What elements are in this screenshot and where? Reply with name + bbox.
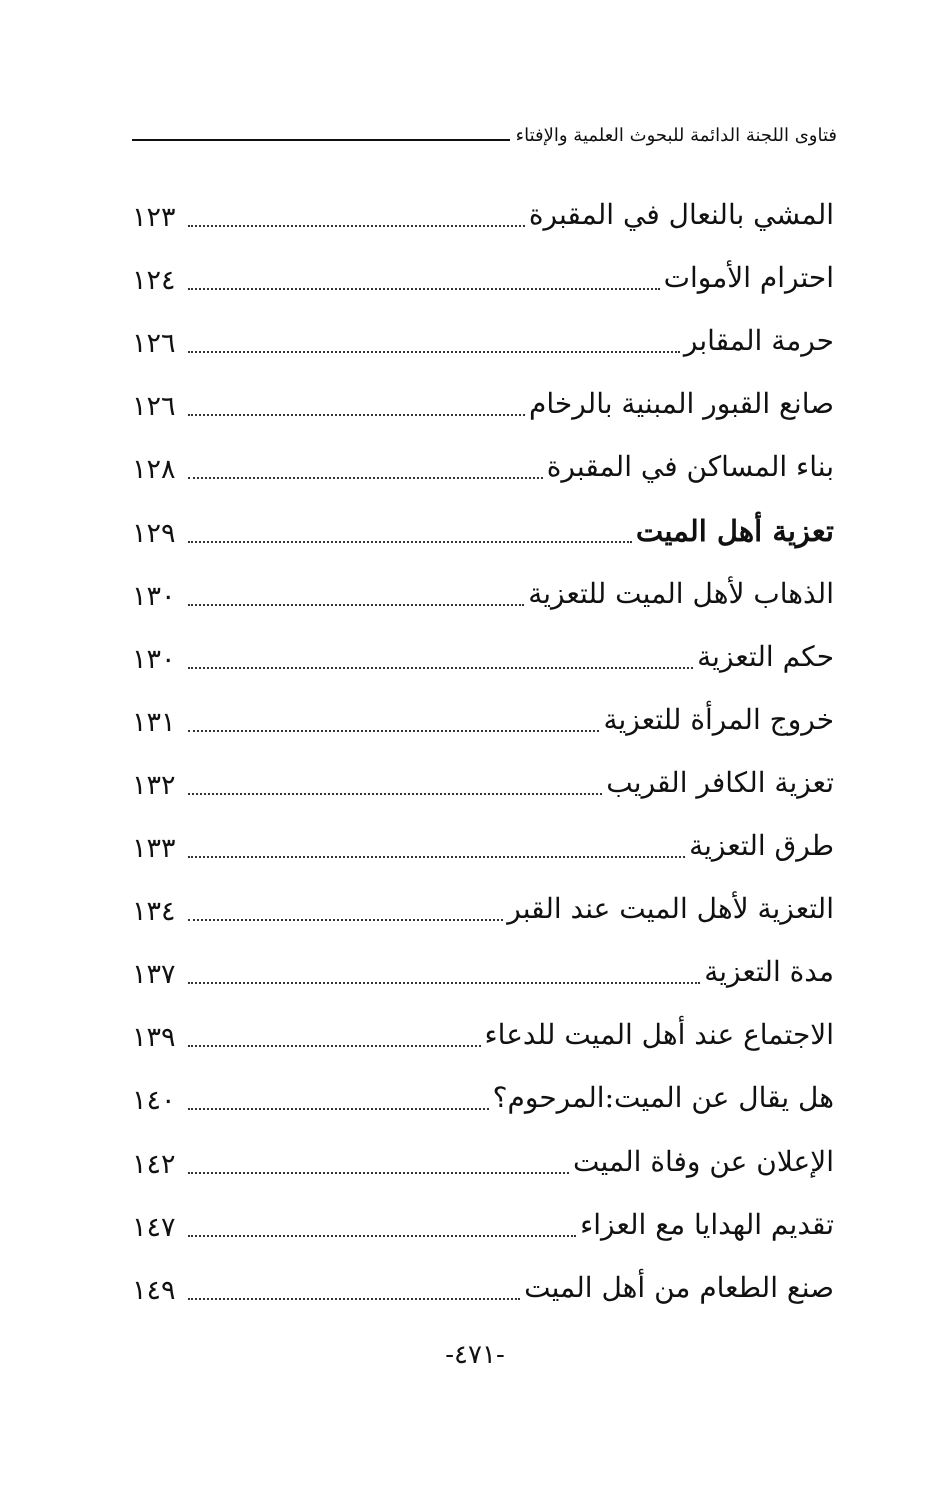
toc-page-number: ١٤٧ [132, 1211, 176, 1243]
toc-entry [132, 625, 834, 688]
toc-dot-leader [188, 1234, 576, 1237]
toc-dot-leader [188, 918, 503, 921]
toc-dot-leader [188, 981, 700, 984]
toc-dot-leader [188, 855, 685, 858]
toc-page-number: ١٤٢ [132, 1148, 176, 1180]
toc-page-number: ١٣١ [132, 706, 176, 738]
toc-page-number: ١٢٩ [132, 517, 176, 549]
toc-page-number: ١٢٦ [132, 391, 176, 423]
toc-dot-leader [188, 350, 680, 353]
running-header [132, 118, 837, 150]
toc-entry-title: المشي بالنعال في المقبرة [528, 198, 834, 232]
toc-entry [132, 1193, 834, 1256]
toc-entry [132, 877, 834, 940]
toc-entry [132, 1066, 834, 1129]
toc-page-number: ١٤٩ [132, 1274, 176, 1306]
toc-dot-leader [188, 413, 525, 416]
toc-entry-title: الاجتماع عند أهل الميت للدعاء [484, 1018, 834, 1052]
toc-dot-leader [188, 666, 693, 669]
table-of-contents [132, 183, 834, 1319]
toc-entry-title: تعزية الكافر القريب [606, 765, 834, 799]
toc-entry-title: صنع الطعام من أهل الميت [524, 1270, 834, 1304]
toc-entry [132, 562, 834, 625]
toc-entry [132, 1003, 834, 1066]
toc-dot-leader [188, 603, 524, 606]
toc-entry [132, 814, 834, 877]
toc-entry-title: التعزية لأهل الميت عند القبر [507, 892, 834, 926]
toc-dot-leader [188, 1297, 520, 1300]
toc-page-number: ١٣٤ [132, 896, 176, 928]
toc-page-number: ١٣٠ [132, 643, 176, 675]
toc-entry [132, 246, 834, 309]
toc-entry-title: مدة التعزية [704, 955, 834, 989]
toc-dot-leader [188, 729, 599, 732]
toc-entry [132, 435, 834, 498]
toc-entry [132, 751, 834, 814]
toc-entry [132, 1256, 834, 1319]
toc-dot-leader [188, 540, 632, 543]
toc-entry-title: الإعلان عن وفاة الميت [573, 1144, 834, 1178]
toc-page-number: ١٣٣ [132, 833, 176, 865]
toc-entry-title: حكم التعزية [697, 639, 834, 673]
running-header-title: فتاوى اللجنة الدائمة للبحوث العلمية والإفتاء [515, 125, 837, 146]
toc-section-title: تعزية أهل الميت [635, 513, 834, 548]
toc-entry [132, 309, 834, 372]
page-number: -٤٧١- [445, 1340, 505, 1370]
running-header-rule [132, 139, 510, 141]
toc-entry [132, 688, 834, 751]
toc-page-number: ١٢٤ [132, 265, 176, 297]
toc-dot-leader [188, 224, 525, 227]
toc-entry-title: تقديم الهدايا مع العزاء [580, 1207, 834, 1241]
toc-entry-title: صانع القبور المبنية بالرخام [529, 387, 834, 421]
toc-entry-title: خروج المرأة للتعزية [603, 702, 834, 736]
toc-entry-title: طرق التعزية [689, 829, 834, 863]
toc-dot-leader [188, 792, 602, 795]
toc-dot-leader [188, 476, 543, 479]
toc-dot-leader [188, 1107, 489, 1110]
toc-dot-leader [188, 1171, 569, 1174]
toc-page-number: ١٢٦ [132, 328, 176, 360]
toc-entry-title: احترام الأموات [663, 261, 834, 295]
toc-page-number: ١٢٣ [132, 202, 176, 234]
toc-entry [132, 940, 834, 1003]
toc-section-heading [132, 498, 834, 561]
toc-entry [132, 372, 834, 435]
toc-page-number: ١٣٠ [132, 580, 176, 612]
toc-page-number: ١٣٧ [132, 959, 176, 991]
toc-page-number: ١٢٨ [132, 454, 176, 486]
toc-entry-title: هل يقال عن الميت:المرحوم؟ [492, 1081, 834, 1115]
toc-dot-leader [188, 1044, 481, 1047]
toc-page-number: ١٣٩ [132, 1022, 176, 1054]
toc-entry-title: حرمة المقابر [683, 324, 834, 358]
toc-entry-title: الذهاب لأهل الميت للتعزية [528, 576, 834, 610]
toc-page-number: ١٤٠ [132, 1085, 176, 1117]
toc-entry [132, 183, 834, 246]
toc-page-number: ١٣٢ [132, 769, 176, 801]
toc-entry-title: بناء المساكن في المقبرة [546, 450, 834, 484]
toc-dot-leader [188, 287, 660, 290]
toc-entry [132, 1129, 834, 1192]
